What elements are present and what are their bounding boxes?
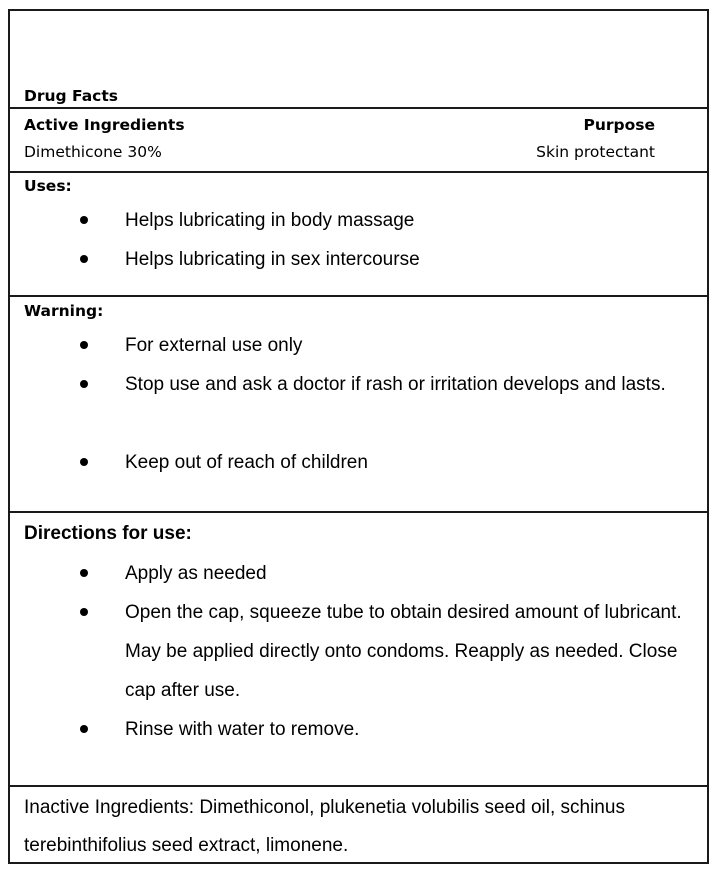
purpose-value: Skin protectant bbox=[536, 143, 655, 161]
list-item: Helps lubricating in sex intercourse bbox=[125, 249, 420, 270]
bullet-icon bbox=[80, 341, 88, 349]
list-item: Open the cap, squeeze tube to obtain desired amount of lubricant. May be applied directly onto condoms. Reapply as needed. Close cap after use. bbox=[125, 602, 682, 701]
page-title: Drug Facts bbox=[24, 87, 118, 105]
list-item: Rinse with water to remove. bbox=[125, 719, 360, 740]
divider bbox=[10, 511, 707, 513]
bullet-icon bbox=[80, 458, 88, 466]
divider bbox=[10, 107, 707, 109]
bullet-icon bbox=[80, 725, 88, 733]
directions-heading: Directions for use: bbox=[24, 523, 192, 544]
list-item: Keep out of reach of children bbox=[125, 452, 368, 473]
active-ingredient-value: Dimethicone 30% bbox=[24, 143, 162, 161]
active-ingredients-heading: Active Ingredients bbox=[24, 116, 185, 134]
inactive-ingredients-text: Inactive Ingredients: Dimethiconol, plukenetia volubilis seed oil, schinus terebinthifolius seed extract, limonene. bbox=[24, 797, 625, 856]
uses-heading: Uses: bbox=[24, 177, 72, 195]
bullet-icon bbox=[80, 216, 88, 224]
list-item: Helps lubricating in body massage bbox=[125, 210, 415, 231]
bullet-icon bbox=[80, 380, 88, 388]
bullet-icon bbox=[80, 608, 88, 616]
list-item: Stop use and ask a doctor if rash or irritation develops and lasts. bbox=[125, 374, 666, 395]
list-item: For external use only bbox=[125, 335, 303, 356]
list-item: Apply as needed bbox=[125, 563, 267, 584]
drug-facts-label bbox=[8, 9, 709, 864]
divider bbox=[10, 295, 707, 297]
purpose-heading: Purpose bbox=[583, 116, 655, 134]
bullet-icon bbox=[80, 255, 88, 263]
bullet-icon bbox=[80, 569, 88, 577]
divider bbox=[10, 785, 707, 787]
divider bbox=[10, 171, 707, 173]
warning-heading: Warning: bbox=[24, 302, 104, 320]
